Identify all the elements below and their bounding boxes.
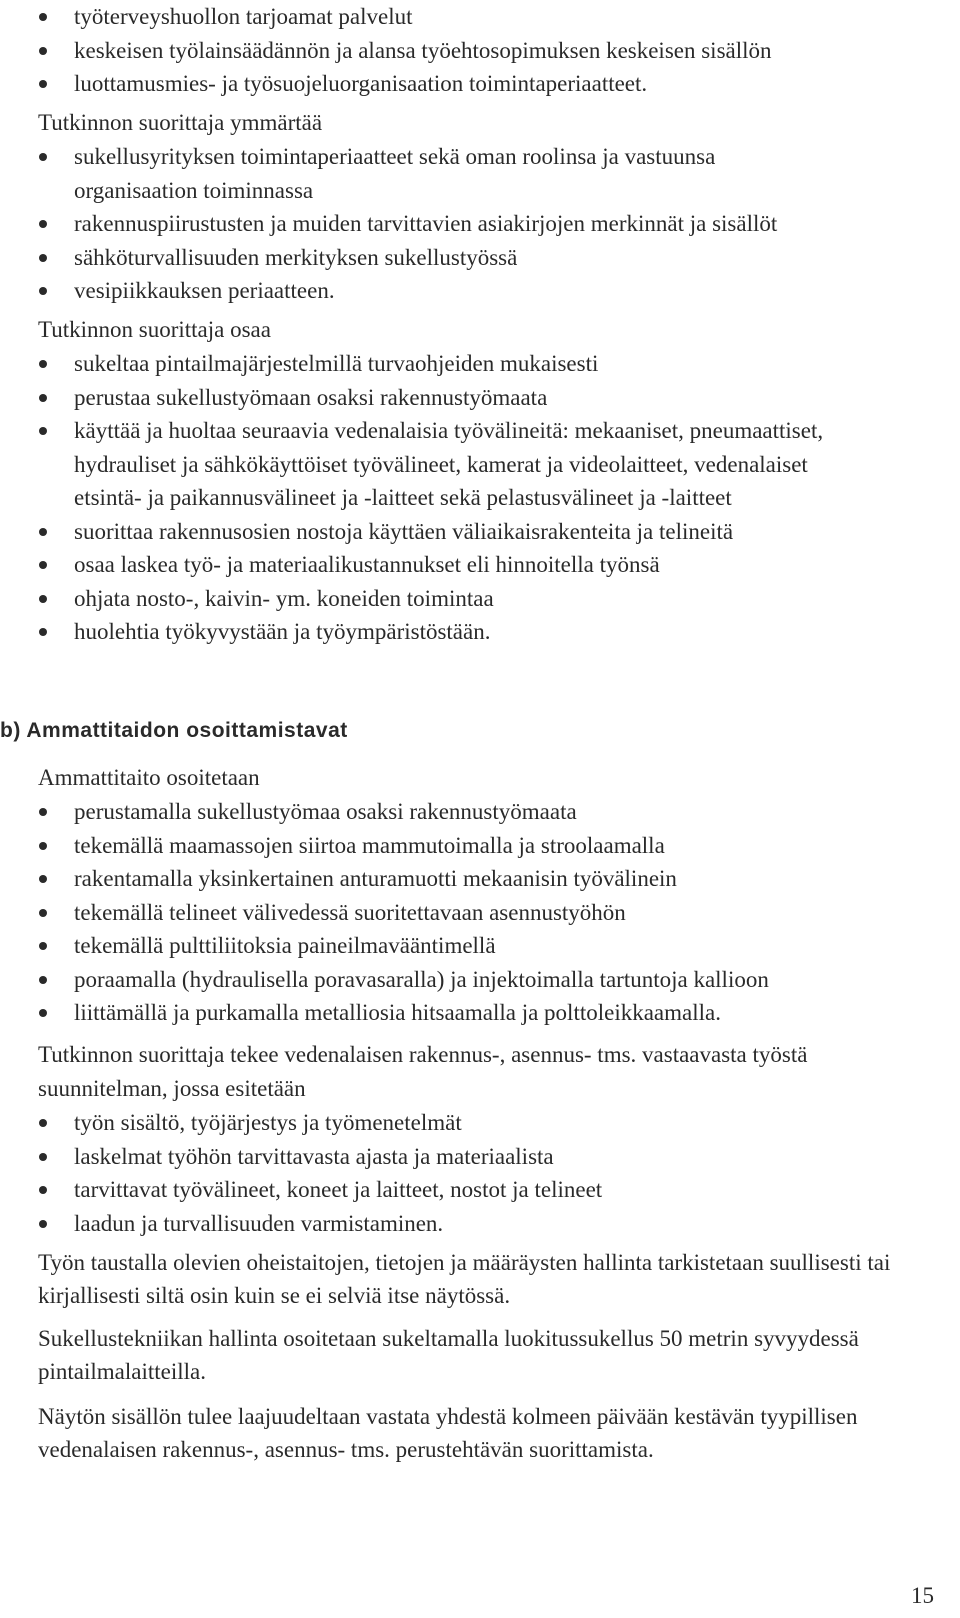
list-item: sähköturvallisuuden merkityksen sukellustyössä	[38, 241, 908, 275]
list-item: huolehtia työkyvystään ja työympäristöstään.	[38, 615, 908, 649]
list-item: keskeisen työlainsäädännön ja alansa työehtosopimuksen keskeisen sisällön	[38, 34, 908, 68]
paragraph-block-3	[38, 1400, 908, 1466]
list-item: perustamalla sukellustyömaa osaksi rakennustyömaata	[38, 795, 908, 829]
demonstration-section	[38, 761, 908, 1030]
paragraph: Näytön sisällön tulee laajuudeltaan vastata yhdestä kolmeen päivään kestävän tyypillisen vedenalaisen rakennus-, asennus- tms. perustehtävän suorittamista.	[38, 1404, 858, 1462]
understands-bullet-list	[38, 140, 908, 308]
list-item: rakentamalla yksinkertainen anturamuotti mekaanisin työvälinein	[38, 862, 908, 896]
list-item: tekemällä pulttiliitoksia paineilmavääntimellä	[38, 929, 908, 963]
list-item: työn sisältö, työjärjestys ja työmenetelmät	[38, 1106, 908, 1140]
list-item: tekemällä maamassojen siirtoa mammutoimalla ja stroolaamalla	[38, 829, 908, 863]
list-item: tarvittavat työvälineet, koneet ja laitteet, nostot ja telineet	[38, 1173, 908, 1207]
paragraph: Sukellustekniikan hallinta osoitetaan sukeltamalla luokitussukellus 50 metrin syvyydessä pintailmalaitteilla.	[38, 1326, 859, 1384]
can-do-intro: Tutkinnon suorittaja osaa	[38, 317, 271, 342]
list-item: sukellusyrityksen toimintaperiaatteet sekä oman roolinsa ja vastuunsa organisaation toiminnassa	[38, 140, 834, 207]
list-item: rakennuspiirustusten ja muiden tarvittavien asiakirjojen merkinnät ja sisällöt	[38, 207, 908, 241]
list-item: luottamusmies- ja työsuojeluorganisaation toimintaperiaatteet.	[38, 67, 908, 101]
page-number: 15	[911, 1583, 934, 1608]
list-item: vesipiikkauksen periaatteen.	[38, 274, 908, 308]
paragraph-block-2	[38, 1322, 908, 1388]
understands-section	[38, 106, 908, 308]
list-item: osaa laskea työ- ja materiaalikustannukset eli hinnoitella työnsä	[38, 548, 908, 582]
top-bullet-list	[38, 0, 908, 101]
list-item: poraamalla (hydraulisella poravasaralla) ja injektoimalla tartuntoja kallioon	[38, 963, 908, 997]
list-item: työterveyshuollon tarjoamat palvelut	[38, 0, 908, 34]
can-do-bullet-list	[38, 347, 908, 649]
plan-intro: Tutkinnon suorittaja tekee vedenalaisen rakennus-, asennus- tms. vastaavasta työstä suunnitelman, jossa esitetään	[38, 1042, 808, 1101]
list-item: käyttää ja huoltaa seuraavia vedenalaisia työvälineitä: mekaaniset, pneumaattiset, hydrauliset ja sähkökäyttöiset työvälineet, kamerat ja videolaitteet, vedenalaiset etsintä- ja paikannusvälineet ja -laitteet sekä pelastusvälineet ja -laitteet	[38, 414, 864, 515]
section-heading: b) Ammattitaidon osoittamistavat	[0, 719, 348, 742]
plan-bullet-list	[38, 1106, 908, 1240]
list-item: tekemällä telineet välivedessä suoritettavaan asennustyöhön	[38, 896, 908, 930]
list-item: sukeltaa pintailmajärjestelmillä turvaohjeiden mukaisesti	[38, 347, 908, 381]
can-do-section	[38, 313, 908, 649]
paragraph: Työn taustalla olevien oheistaitojen, tietojen ja määräysten hallinta tarkistetaan suullisesti tai kirjallisesti siltä osin kuin se ei selviä itse näytössä.	[38, 1250, 891, 1308]
list-item: laadun ja turvallisuuden varmistaminen.	[38, 1207, 908, 1241]
understands-intro: Tutkinnon suorittaja ymmärtää	[38, 110, 323, 135]
list-item: perustaa sukellustyömaan osaksi rakennustyömaata	[38, 381, 908, 415]
list-item: suorittaa rakennusosien nostoja käyttäen väliaikaisrakenteita ja telineitä	[38, 515, 908, 549]
demonstration-bullet-list	[38, 795, 908, 1030]
list-item: liittämällä ja purkamalla metalliosia hitsaamalla ja polttoleikkaamalla.	[38, 996, 908, 1030]
demonstration-intro: Ammattitaito osoitetaan	[38, 765, 260, 790]
plan-section	[38, 1038, 908, 1240]
paragraph-block-1	[38, 1246, 908, 1312]
list-item: ohjata nosto-, kaivin- ym. koneiden toimintaa	[38, 582, 908, 616]
top-list-block	[38, 0, 908, 101]
list-item: laskelmat työhön tarvittavasta ajasta ja materiaalista	[38, 1140, 908, 1174]
